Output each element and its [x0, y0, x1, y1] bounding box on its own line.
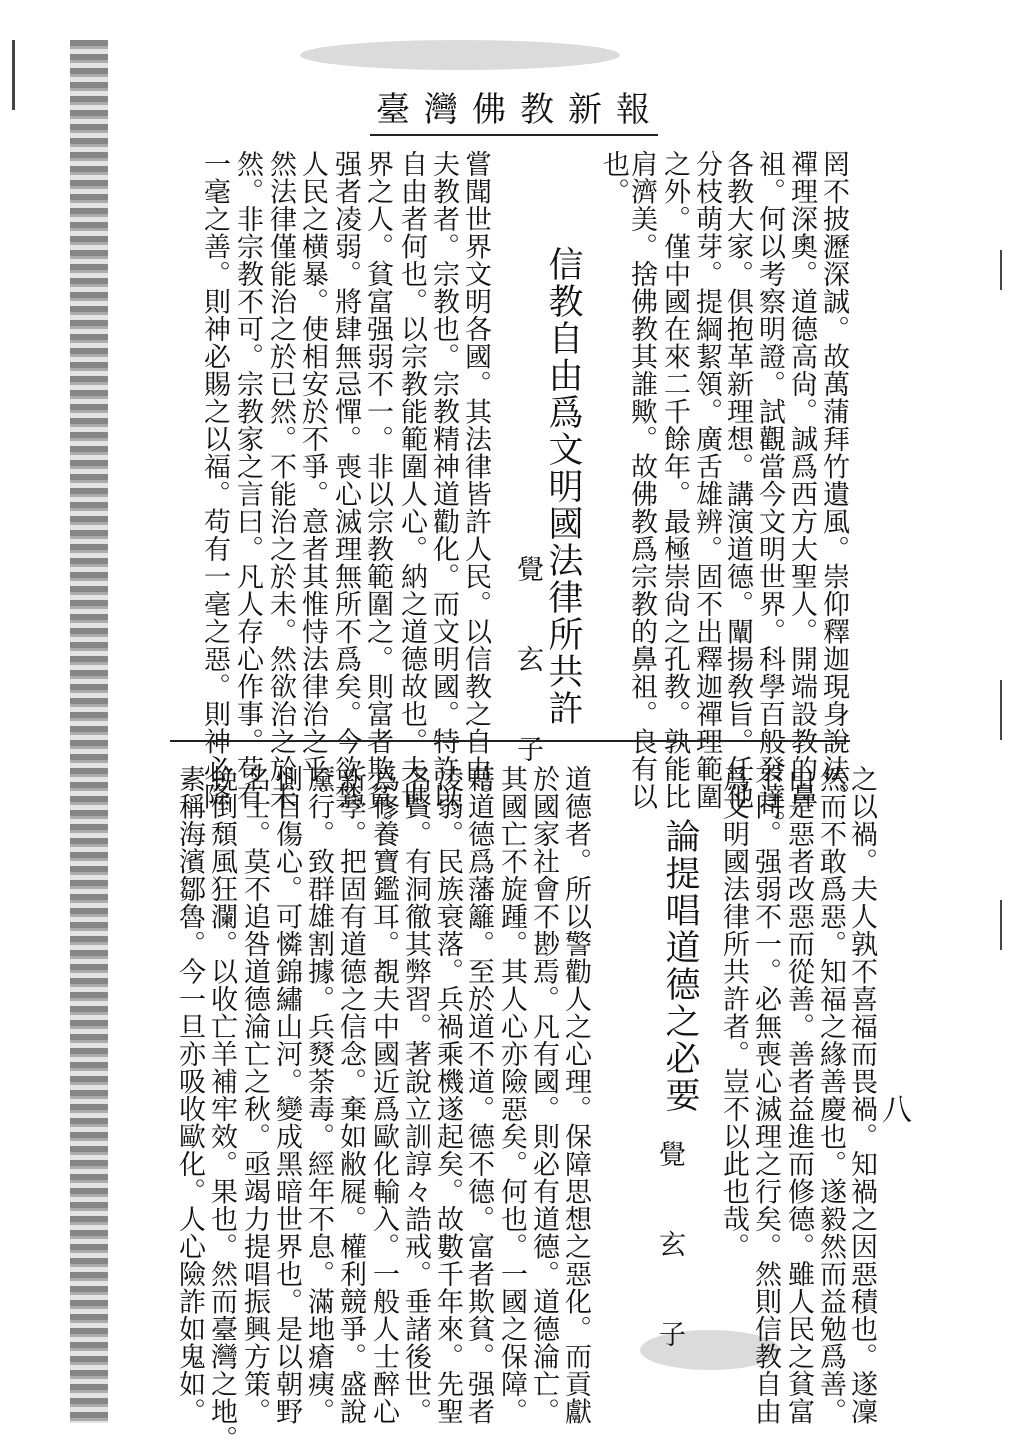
text-column: 祖。何以考察明證。試觀當今文明世界。科學百般發達。 — [754, 150, 785, 838]
page-number: 八 — [882, 1093, 912, 1128]
scan-mark — [1000, 680, 1002, 740]
text-column: 禪理深奧。道德高尙。誠爲西方大聖人。開端設教的鼻 — [786, 150, 817, 810]
section-divider — [170, 740, 850, 742]
text-column: 於國家社會不尠焉。凡有國。則必有道德。道德淪亡。 — [528, 765, 559, 1425]
article2-author: 覺 玄 子 — [654, 1140, 685, 1365]
scan-binding-edge — [70, 40, 108, 1423]
text-column: 名士。莫不追咎道德淪亡之秋。亟竭力提唱振興方策。 — [239, 765, 270, 1425]
text-column: 惻目傷心。可憐錦繡山河。變成黑暗世界也。是以朝野 — [271, 765, 302, 1425]
text-column: 名賢。有洞徹其弊習。著說立訓諄々誥戒。垂諸後世。 — [400, 765, 431, 1425]
text-column: 之外。僅中國在來二千餘年。最極崇尙之孔教。孰能比 — [659, 150, 690, 810]
article1-author: 覺 玄 子 — [512, 555, 543, 780]
scan-mark — [1000, 900, 1002, 950]
text-column: 自由者何也。以宗教能範圍人心。納之道德故也。夫世 — [396, 150, 427, 810]
article1-title: 信教自由爲文明國法律所共許 — [543, 246, 583, 727]
text-column: 强者凌弱。將肆無忌憚。喪心滅理無所不爲矣。今欲禁 — [330, 150, 361, 810]
text-column: 罔不披瀝深誠。故萬蒲拜竹遺風。崇仰釋迦現身說法。 — [818, 150, 849, 810]
text-column: 不同。强弱不一。必無喪心滅理之行矣。然則信教自由 — [750, 765, 781, 1425]
text-column: 爲文明國法律所共許者。豈不以此也哉。 — [718, 765, 749, 1260]
text-column: 黡行。致群雄割據。兵燹荼毒。經年不息。滿地瘡痍。 — [303, 765, 334, 1425]
text-column: 凌弱。民族衰落。兵禍乘機遂起矣。故數千年來。先聖 — [432, 765, 463, 1425]
scan-mark — [12, 40, 15, 110]
text-column: 然。非宗教不可。宗教家之言曰。凡人存心作事。苟有 — [232, 150, 263, 810]
masthead-title: 臺灣佛教新報 — [376, 90, 664, 130]
text-column: 其國亡不旋踵。其人心亦險惡矣。何也。一國之保障。 — [496, 765, 527, 1425]
text-column: 由是惡者改惡而從善。善者益進而修德。雖人民之貧富 — [783, 765, 814, 1425]
text-column: 界之人。貧富强弱不一。非以宗教範圍之。則富者欺貧。 — [362, 150, 393, 838]
text-column: 肩濟美。捨佛教其誰歟。故佛教爲宗教的鼻祖。良有以 — [626, 150, 657, 810]
scan-mark — [1000, 250, 1002, 290]
text-column: 人民之横暴。使相安於不爭。意者其惟恃法律治之乎。 — [297, 150, 328, 810]
scan-noise — [300, 40, 620, 70]
text-column: 藉道德爲藩籬。至於道不道。德不德。富者欺貧。强者 — [463, 765, 494, 1425]
text-column: 爲修養寶鑑耳。覩夫中國近爲歐化輸入。一般人士醉心 — [368, 765, 399, 1425]
text-column: 然法律僅能治之於已然。不能治之於未。然欲治之於未 — [265, 150, 296, 810]
text-column: 挽倒頹風狂瀾。以收亡羊補牢效。果也。然而臺灣之地。 — [206, 765, 237, 1453]
text-column: 分枝萌芽。提綱絜領。廣舌雄辨。固不出釋迦禪理範圍 — [691, 150, 722, 810]
masthead-rule — [370, 134, 658, 136]
text-column: 也。 — [598, 150, 629, 205]
text-column: 新學。把固有道德之信念。棄如敝屣。權利競爭。盛說 — [335, 765, 366, 1425]
text-column: 嘗聞世界文明各國。其法律皆許人民。以信教之自由。 — [460, 150, 491, 810]
text-column: 夫教者。宗教也。宗教精神道勸化。而文明國。特許以 — [428, 150, 459, 810]
text-column: 各教大家。俱抱革新理想。講演道德。闡揚敎旨。任他 — [722, 150, 753, 810]
text-column: 素稱海濱鄒魯。今一旦亦吸收歐化。人心險詐如鬼如。 — [174, 765, 205, 1425]
text-column: 道德者。所以警勸人之心理。保障思想之惡化。而貢獻 — [560, 765, 591, 1425]
text-column: 然而不敢爲惡。知福之緣善慶也。遂毅然而益勉爲善。 — [815, 765, 846, 1425]
text-column: 一毫之善。則神必賜之以福。苟有一毫之惡。則神必降 — [199, 150, 230, 810]
article2-title: 論提唱道德之必要 — [660, 818, 700, 1114]
text-column: 之以禍。夫人孰不喜福而畏禍。知禍之因惡積也。遂凜 — [846, 765, 877, 1425]
